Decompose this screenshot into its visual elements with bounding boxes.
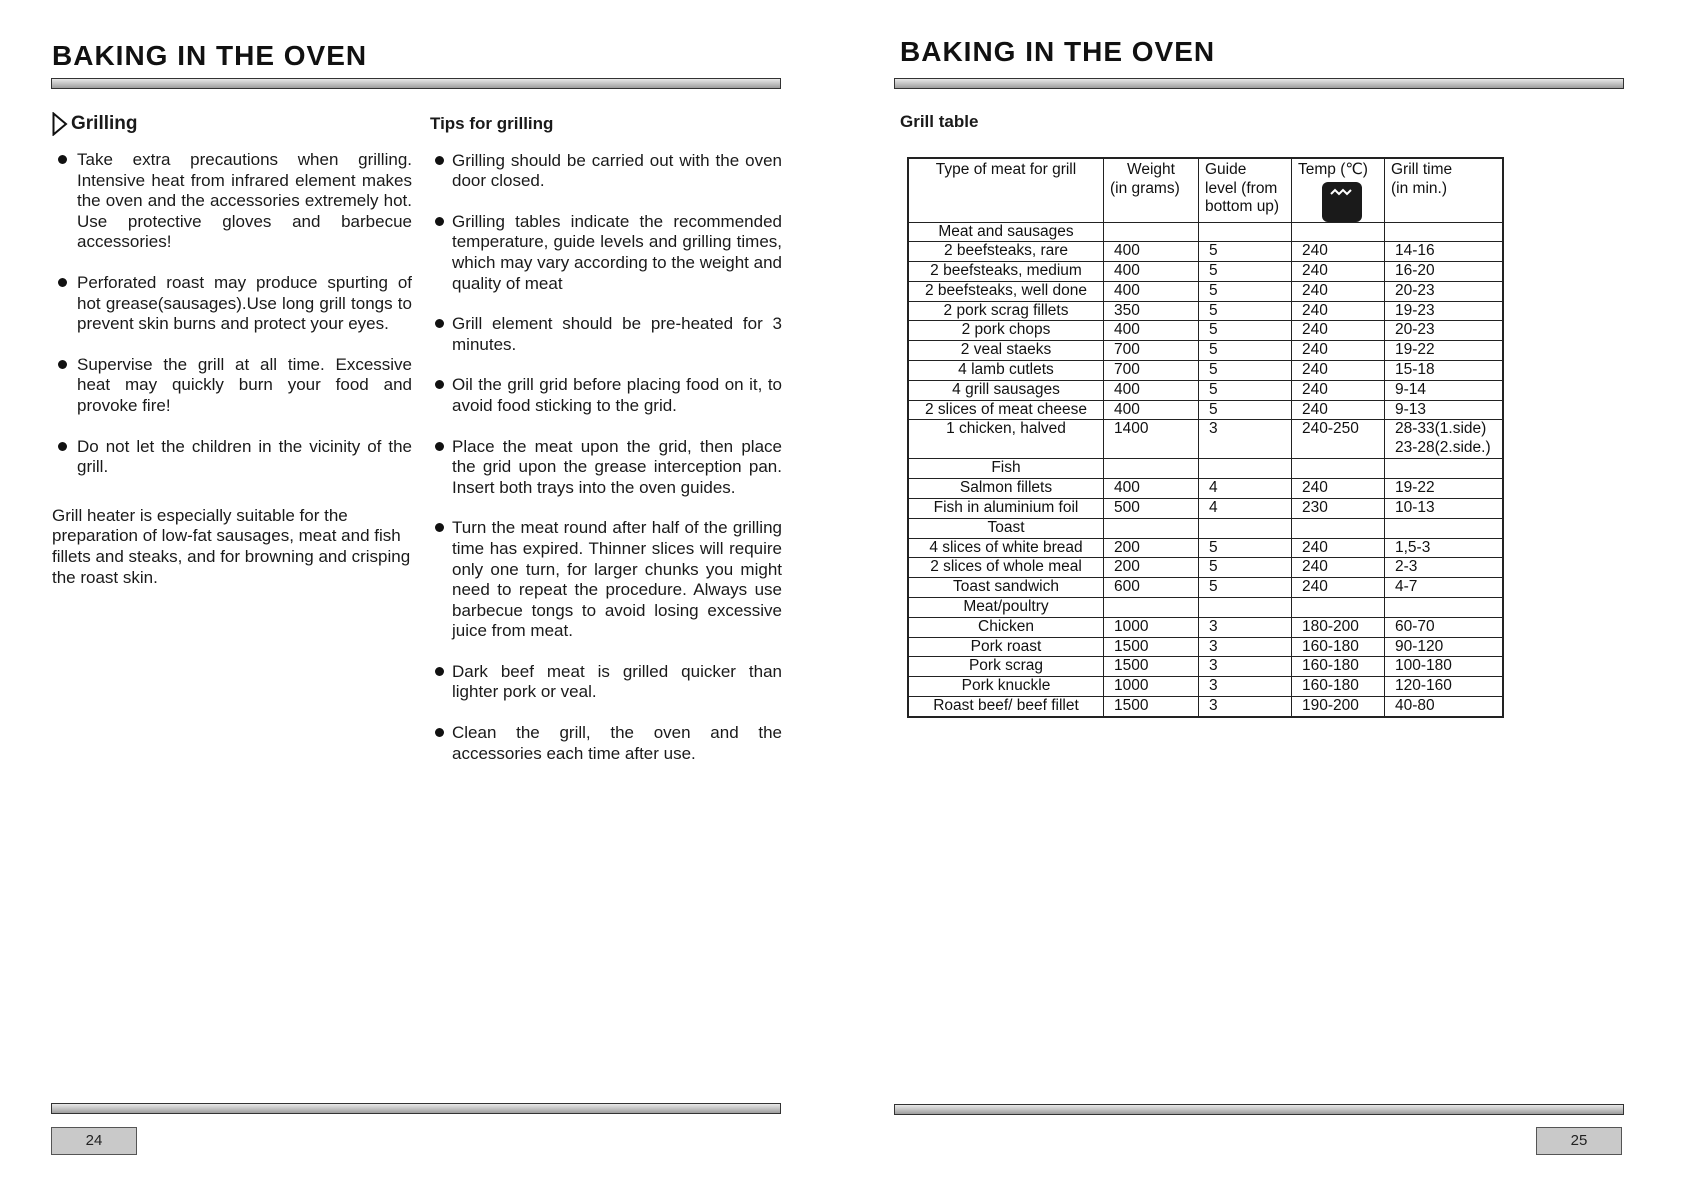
cell-type: 1 chicken, halved [908, 420, 1104, 459]
cell-type: 2 beefsteaks, rare [908, 242, 1104, 262]
cell-time: 1,5-3 [1385, 538, 1504, 558]
cell-time: 15-18 [1385, 361, 1504, 381]
tips-heading: Tips for grilling [430, 114, 554, 133]
cell-time [1385, 420, 1504, 459]
cell-level: 5 [1199, 361, 1292, 381]
tips-column [430, 114, 782, 784]
cell-weight [1104, 222, 1199, 242]
table-row [908, 578, 1503, 598]
cell-temp: 190-200 [1292, 697, 1385, 717]
header-time-line: (in min.) [1391, 179, 1447, 197]
cell-weight: 700 [1104, 361, 1199, 381]
table-row [908, 598, 1503, 618]
cell-time: 9-13 [1385, 400, 1504, 420]
cell-time: 60-70 [1385, 617, 1504, 637]
cell-time [1385, 518, 1504, 538]
tip-item: Place the meat upon the grid, then place the grid upon the grease interception pan. Insert both trays into the oven guides. [430, 437, 782, 499]
cell-weight: 1000 [1104, 677, 1199, 697]
cell-time [1385, 459, 1504, 479]
cell-level: 5 [1199, 301, 1292, 321]
cell-type: 2 beefsteaks, well done [908, 281, 1104, 301]
cell-time: 4-7 [1385, 578, 1504, 598]
grilling-column [52, 112, 412, 588]
cell-level: 4 [1199, 499, 1292, 519]
cell-temp [1292, 518, 1385, 538]
cell-time: 2-3 [1385, 558, 1504, 578]
cell-weight: 1400 [1104, 420, 1199, 459]
table-row [908, 222, 1503, 242]
tip-item: Grilling should be carried out with the oven door closed. [430, 151, 782, 192]
table-row [908, 400, 1503, 420]
cell-temp: 240-250 [1292, 420, 1385, 459]
cell-time: 19-22 [1385, 479, 1504, 499]
cell-weight: 200 [1104, 538, 1199, 558]
cell-weight [1104, 459, 1199, 479]
cell-type: 2 slices of whole meal [908, 558, 1104, 578]
cell-time: 14-16 [1385, 242, 1504, 262]
header-time-line: Grill time [1391, 161, 1453, 178]
page-number: 25 [1536, 1127, 1622, 1155]
cell-type: 2 pork chops [908, 321, 1104, 341]
table-row [908, 677, 1503, 697]
cell-level: 5 [1199, 281, 1292, 301]
oven-grill-icon [1322, 182, 1362, 222]
page-title: BAKING IN THE OVEN [900, 36, 1216, 67]
cell-time: 20-23 [1385, 321, 1504, 341]
table-row [908, 281, 1503, 301]
section-heading [52, 112, 412, 136]
table-row [908, 637, 1503, 657]
cell-temp [1292, 459, 1385, 479]
cell-type: Toast sandwich [908, 578, 1104, 598]
tip-item: Grilling tables indicate the recommended temperature, guide levels and grilling times, which may vary according to the weight and quality of meat [430, 212, 782, 294]
cell-level: 5 [1199, 578, 1292, 598]
header-level [1199, 158, 1292, 222]
table-row [908, 617, 1503, 637]
cell-temp: 160-180 [1292, 637, 1385, 657]
cell-weight: 400 [1104, 242, 1199, 262]
cell-level: 5 [1199, 242, 1292, 262]
cell-temp: 230 [1292, 499, 1385, 519]
grill-table [907, 157, 1504, 718]
table-row [908, 499, 1503, 519]
cell-level [1199, 518, 1292, 538]
cell-temp: 160-180 [1292, 657, 1385, 677]
warning-item: Supervise the grill at all time. Excessive heat may quickly burn your food and provoke fire! [52, 355, 412, 417]
warning-item: Do not let the children in the vicinity of the grill. [52, 437, 412, 478]
table-row [908, 361, 1503, 381]
cell-temp: 240 [1292, 341, 1385, 361]
header-rule [894, 78, 1624, 89]
cell-weight: 400 [1104, 400, 1199, 420]
tip-item: Grill element should be pre-heated for 3 minutes. [430, 314, 782, 355]
cell-weight: 1500 [1104, 657, 1199, 677]
table-row [908, 380, 1503, 400]
cell-weight: 1500 [1104, 637, 1199, 657]
cell-type: 4 lamb cutlets [908, 361, 1104, 381]
cell-level: 3 [1199, 697, 1292, 717]
table-row [908, 420, 1503, 459]
cell-weight: 400 [1104, 281, 1199, 301]
section-heading-text: Grilling [71, 112, 138, 134]
cell-level: 3 [1199, 420, 1292, 459]
cell-type: 4 grill sausages [908, 380, 1104, 400]
cell-level [1199, 598, 1292, 618]
cell-level: 5 [1199, 538, 1292, 558]
warning-item: Take extra precautions when grilling. Intensive heat from infrared element makes the oven and the accessories extremely hot. Use protective gloves and barbecue accessories! [52, 150, 412, 253]
cell-weight: 1500 [1104, 697, 1199, 717]
page-number: 24 [51, 1127, 137, 1155]
cell-weight: 600 [1104, 578, 1199, 598]
cell-weight: 200 [1104, 558, 1199, 578]
cell-type: Pork knuckle [908, 677, 1104, 697]
cell-time: 90-120 [1385, 637, 1504, 657]
footer-rule [51, 1103, 781, 1114]
cell-level: 3 [1199, 677, 1292, 697]
cell-level: 5 [1199, 321, 1292, 341]
cell-temp [1292, 598, 1385, 618]
cell-time [1385, 222, 1504, 242]
header-time [1385, 158, 1504, 222]
cell-weight: 400 [1104, 380, 1199, 400]
cell-type: Fish in aluminium foil [908, 499, 1104, 519]
page-title: BAKING IN THE OVEN [52, 40, 368, 71]
table-row [908, 697, 1503, 717]
cell-weight [1104, 598, 1199, 618]
cell-level: 4 [1199, 479, 1292, 499]
cell-time-line: 28-33(1.side) [1395, 420, 1487, 438]
cell-time-line: 23-28(2.side.) [1395, 438, 1491, 456]
header-weight-line: Weight [1127, 161, 1175, 178]
cell-temp: 160-180 [1292, 677, 1385, 697]
cell-level [1199, 222, 1292, 242]
cell-weight: 400 [1104, 262, 1199, 282]
tip-item: Clean the grill, the oven and the accessories each time after use. [430, 723, 782, 764]
header-level-line: Guide [1205, 161, 1247, 178]
cell-type: Meat/poultry [908, 598, 1104, 618]
triangle-outline-icon [52, 112, 68, 136]
cell-temp: 240 [1292, 400, 1385, 420]
cell-time: 40-80 [1385, 697, 1504, 717]
grill-heater-note: Grill heater is especially suitable for the preparation of low-fat sausages, meat and fish fillets and steaks, and for browning and crisping the roast skin. [52, 505, 411, 587]
table-row [908, 479, 1503, 499]
tip-item: Oil the grill grid before placing food on it, to avoid food sticking to the grid. [430, 375, 782, 416]
header-weight-line: (in grams) [1110, 179, 1180, 197]
cell-type: 2 pork scrag fillets [908, 301, 1104, 321]
cell-level: 5 [1199, 262, 1292, 282]
tips-list [430, 151, 782, 765]
cell-type: Chicken [908, 617, 1104, 637]
table-row [908, 301, 1503, 321]
cell-weight: 500 [1104, 499, 1199, 519]
cell-type: Fish [908, 459, 1104, 479]
cell-weight: 400 [1104, 479, 1199, 499]
cell-weight [1104, 518, 1199, 538]
cell-type: Pork roast [908, 637, 1104, 657]
cell-level: 3 [1199, 657, 1292, 677]
cell-temp: 240 [1292, 578, 1385, 598]
tip-item: Dark beef meat is grilled quicker than lighter pork or veal. [430, 662, 782, 703]
cell-temp: 240 [1292, 262, 1385, 282]
cell-type: 4 slices of white bread [908, 538, 1104, 558]
cell-type: Meat and sausages [908, 222, 1104, 242]
cell-type: Toast [908, 518, 1104, 538]
header-level-line: bottom up) [1205, 198, 1280, 215]
table-header-row [908, 158, 1503, 222]
cell-level: 3 [1199, 637, 1292, 657]
cell-temp: 240 [1292, 538, 1385, 558]
table-row [908, 341, 1503, 361]
warning-item: Perforated roast may produce spurting of hot grease(sausages).Use long grill tongs to prevent skin burns and protect your eyes. [52, 273, 412, 335]
cell-level: 3 [1199, 617, 1292, 637]
table-row [908, 321, 1503, 341]
cell-level: 5 [1199, 380, 1292, 400]
table-row [908, 518, 1503, 538]
cell-type: 2 veal staeks [908, 341, 1104, 361]
tip-item: Turn the meat round after half of the grilling time has expired. Thinner slices will require only one turn, for larger chunks you might need to repeat the procedure. Always use barbecue tongs to avoid losing excessive juice from meat. [430, 518, 782, 642]
warnings-list [52, 150, 412, 478]
cell-type: Salmon fillets [908, 479, 1104, 499]
cell-time [1385, 598, 1504, 618]
cell-temp: 240 [1292, 281, 1385, 301]
cell-temp: 240 [1292, 321, 1385, 341]
cell-weight: 350 [1104, 301, 1199, 321]
cell-type: 2 slices of meat cheese [908, 400, 1104, 420]
cell-type: Roast beef/ beef fillet [908, 697, 1104, 717]
table-row [908, 459, 1503, 479]
table-row [908, 242, 1503, 262]
cell-time: 19-22 [1385, 341, 1504, 361]
cell-type: 2 beefsteaks, medium [908, 262, 1104, 282]
table-row [908, 558, 1503, 578]
cell-type: Pork scrag [908, 657, 1104, 677]
cell-temp: 240 [1292, 242, 1385, 262]
header-temp-label: Temp (℃) [1298, 161, 1368, 178]
header-temp [1292, 158, 1385, 222]
cell-level: 5 [1199, 558, 1292, 578]
cell-temp: 240 [1292, 479, 1385, 499]
cell-weight: 400 [1104, 321, 1199, 341]
header-rule [51, 78, 781, 89]
cell-temp: 240 [1292, 558, 1385, 578]
grill-table-body [908, 222, 1503, 717]
cell-time: 100-180 [1385, 657, 1504, 677]
header-type: Type of meat for grill [908, 158, 1104, 222]
table-heading: Grill table [900, 112, 979, 131]
cell-level: 5 [1199, 400, 1292, 420]
cell-weight: 700 [1104, 341, 1199, 361]
cell-temp: 180-200 [1292, 617, 1385, 637]
footer-rule [894, 1104, 1624, 1115]
cell-temp [1292, 222, 1385, 242]
cell-level: 5 [1199, 341, 1292, 361]
page-right [842, 0, 1683, 1191]
cell-time: 10-13 [1385, 499, 1504, 519]
cell-time: 9-14 [1385, 380, 1504, 400]
header-level-line: level (from [1205, 179, 1278, 197]
cell-temp: 240 [1292, 361, 1385, 381]
cell-level [1199, 459, 1292, 479]
cell-time: 120-160 [1385, 677, 1504, 697]
table-row [908, 538, 1503, 558]
table-row [908, 262, 1503, 282]
header-weight [1104, 158, 1199, 222]
cell-temp: 240 [1292, 301, 1385, 321]
cell-weight: 1000 [1104, 617, 1199, 637]
cell-temp: 240 [1292, 380, 1385, 400]
cell-time: 16-20 [1385, 262, 1504, 282]
table-row [908, 657, 1503, 677]
cell-time: 20-23 [1385, 281, 1504, 301]
cell-time: 19-23 [1385, 301, 1504, 321]
